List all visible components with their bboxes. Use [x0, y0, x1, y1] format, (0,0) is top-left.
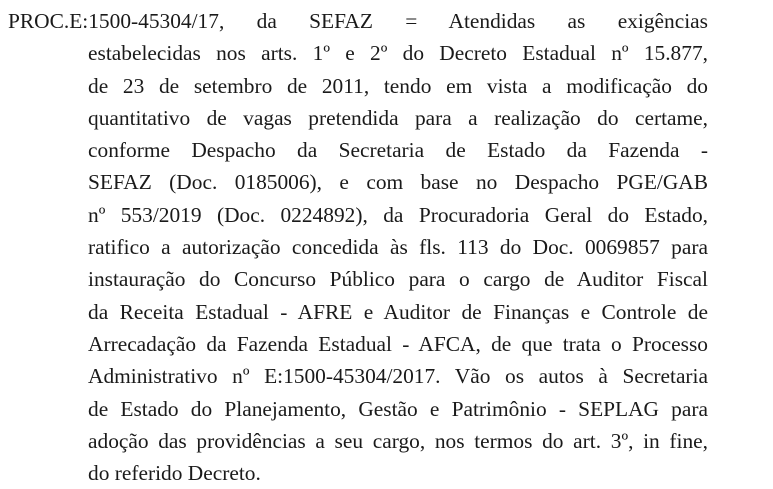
- paragraph-line: de Estado do Planejamento, Gestão e Patrimônio - SEPLAG para: [88, 396, 708, 421]
- paragraph-line: conforme Despacho da Secretaria de Estado da Fazenda -: [88, 138, 708, 163]
- paragraph-line: nº 553/2019 (Doc. 0224892), da Procuradoria Geral do Estado,: [88, 202, 708, 227]
- paragraph-line: da Receita Estadual - AFRE e Auditor de Finanças e Controle de: [88, 299, 708, 324]
- paragraph-line: instauração do Concurso Público para o cargo de Auditor Fiscal: [88, 267, 708, 292]
- paragraph-line: adoção das providências a seu cargo, nos termos do art. 3º, in fine,: [88, 428, 708, 453]
- paragraph-line: ratifico a autorização concedida às fls. 113 do Doc. 0069857 para: [88, 235, 708, 260]
- document-paragraph: [8, 5, 708, 489]
- paragraph-line: estabelecidas nos arts. 1º e 2º do Decreto Estadual nº 15.877,: [88, 41, 708, 66]
- paragraph-line: do referido Decreto.: [88, 461, 261, 486]
- paragraph-line: PROC.E:1500-45304/17, da SEFAZ = Atendidas as exigências: [8, 9, 708, 33]
- paragraph-line: quantitativo de vagas pretendida para a realização do certame,: [88, 105, 708, 130]
- paragraph-line: de 23 de setembro de 2011, tendo em vista a modificação do: [88, 73, 708, 98]
- paragraph-line: SEFAZ (Doc. 0185006), e com base no Despacho PGE/GAB: [88, 170, 708, 195]
- paragraph-line: Arrecadação da Fazenda Estadual - AFCA, de que trata o Processo: [88, 331, 708, 356]
- paragraph-line: Administrativo nº E:1500-45304/2017. Vão os autos à Secretaria: [88, 364, 708, 389]
